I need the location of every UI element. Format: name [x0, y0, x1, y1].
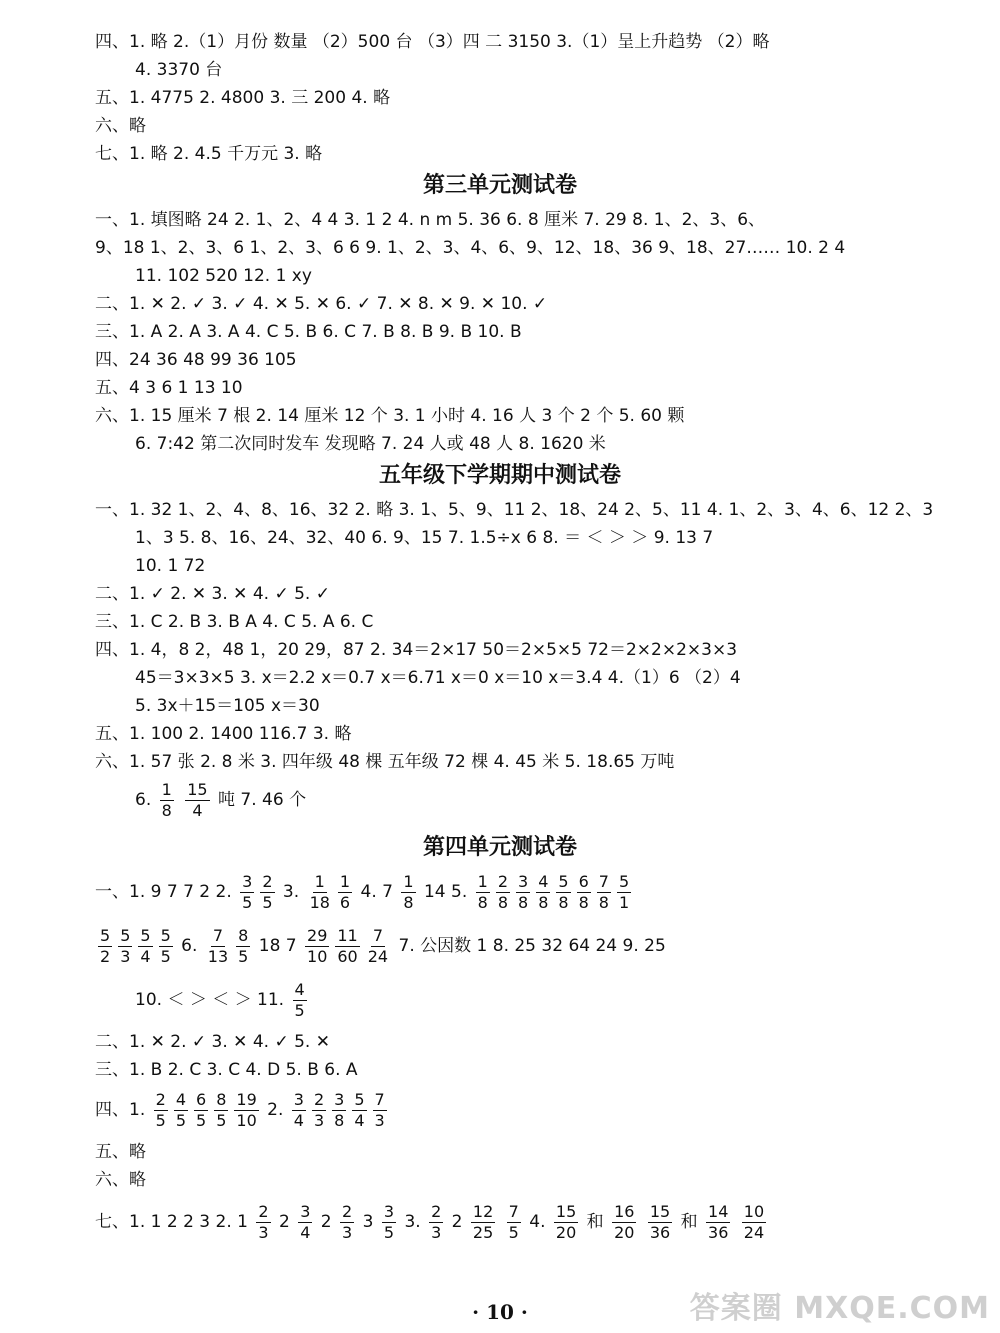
- fraction: $\frac{6}{8}$: [578, 871, 589, 912]
- answer-line: [95, 1198, 975, 1246]
- fraction: $\frac{12}{25}$: [472, 1201, 494, 1242]
- fraction: $\frac{2}{3}$: [342, 1201, 353, 1242]
- fraction: $\frac{2}{3}$: [313, 1089, 325, 1130]
- answer-line: 二、1. ✓ 2. ✕ 3. ✕ 4. ✓ 5. ✓: [95, 584, 330, 604]
- line-text: 2: [278, 1212, 290, 1232]
- fraction: $\frac{3}{5}$: [242, 871, 253, 912]
- fraction-group: [473, 871, 635, 912]
- line-text: 2: [451, 1212, 463, 1232]
- fraction: $\frac{3}{8}$: [518, 871, 529, 912]
- section-title: 五年级下学期期中测试卷: [378, 463, 621, 488]
- fraction-group: [289, 1089, 390, 1130]
- answer-line: 五、1. 100 2. 1400 116.7 3. 略: [95, 724, 352, 744]
- answer-line: 三、1. C 2. B 3. B A 4. C 5. A 6. C: [95, 612, 374, 632]
- fraction: $\frac{1}{8}$: [477, 871, 488, 912]
- fraction: $\frac{4}{8}$: [538, 871, 549, 912]
- fraction-group: [95, 925, 176, 966]
- fraction: $\frac{5}{2}$: [100, 925, 111, 966]
- answer-line: 二、1. ✕ 2. ✓ 3. ✓ 4. ✕ 5. ✕ 6. ✓ 7. ✕ 8. ✕ 9. ✕ 10. ✓: [95, 294, 548, 314]
- fraction: $\frac{8}{5}$: [216, 1089, 227, 1130]
- answer-line: 一、1. 32 1、2、4、8、16、32 2. 略 3. 1、5、9、11 2、18、24 2、5、11 4. 1、2、3、4、6、12 2、3: [95, 500, 934, 520]
- answer-line: 11. 102 520 12. 1 xy: [135, 266, 312, 286]
- answer-line: 五、略: [95, 1142, 146, 1162]
- line-text: 吨 7. 46 个: [218, 790, 307, 810]
- fraction: $\frac{7}{8}$: [598, 871, 609, 912]
- line-text: 4.: [529, 1212, 546, 1232]
- fraction: $\frac{7}{24}$: [367, 925, 389, 966]
- answer-line: 1、3 5. 8、16、24、32、40 6. 9、15 7. 1.5÷x 6 8. ＝ ＜ ＞ ＞ 9. 13 7: [135, 528, 714, 548]
- line-text: 10. ＜ ＞ ＜ ＞ 11.: [135, 990, 285, 1010]
- fraction: $\frac{3}{4}$: [293, 1089, 304, 1130]
- answer-line: 四、24 36 48 99 36 105: [95, 350, 297, 370]
- fraction: $\frac{7}{5}$: [508, 1201, 519, 1242]
- page-number: · 10 ·: [472, 1300, 528, 1324]
- answer-line: [135, 776, 975, 824]
- line-text: 3.: [282, 882, 300, 902]
- fraction: $\frac{5}{3}$: [120, 925, 131, 966]
- fraction-group: [305, 871, 356, 912]
- line-text: 一、1. 9 7 7 2 2.: [95, 882, 232, 902]
- fraction: $\frac{5}{4}$: [354, 1089, 365, 1130]
- line-text: 6.: [135, 790, 152, 810]
- answer-line: 5. 3x＋15＝105 x＝30: [135, 696, 320, 716]
- answer-line: 10. 1 72: [135, 556, 206, 576]
- fraction: $\frac{4}{5}$: [294, 979, 305, 1020]
- answer-line: 四、1. 略 2.（1）月份 数量 （2）500 台 （3）四 二 3150 3.（1）呈上升趋势 （2）略: [95, 32, 770, 52]
- line-text: 7. 公因数 1 8. 25 32 64 24 9. 25: [398, 936, 666, 956]
- line-text: 2.: [267, 1100, 284, 1120]
- answer-line: 五、1. 4775 2. 4800 3. 三 200 4. 略: [95, 88, 391, 108]
- line-text: 3: [362, 1212, 374, 1232]
- line-text: 和: [586, 1212, 604, 1232]
- fraction: $\frac{1}{6}$: [339, 871, 351, 912]
- line-text: 18 7: [258, 936, 297, 956]
- fraction: $\frac{11}{60}$: [337, 925, 358, 966]
- line-text: 4. 7: [360, 882, 393, 902]
- answer-line: 七、1. 略 2. 4.5 千万元 3. 略: [95, 144, 323, 164]
- fraction-group: [151, 1089, 262, 1130]
- answer-line: 六、1. 15 厘米 7 根 2. 14 厘米 12 个 3. 1 小时 4. 16 人 3 个 2 个 5. 60 颗: [95, 406, 685, 426]
- fraction: $\frac{5}{8}$: [558, 871, 569, 912]
- answer-line: 4. 3370 台: [135, 60, 223, 80]
- fraction: $\frac{1}{8}$: [403, 871, 414, 912]
- fraction: $\frac{8}{5}$: [238, 925, 249, 966]
- fraction: $\frac{5}{5}$: [160, 925, 171, 966]
- fraction: $\frac{5}{4}$: [140, 925, 151, 966]
- fraction: $\frac{29}{10}$: [307, 925, 328, 966]
- fraction: $\frac{10}{24}$: [743, 1201, 765, 1242]
- fraction: $\frac{2}{5}$: [155, 1089, 166, 1130]
- fraction: $\frac{15}{20}$: [555, 1201, 577, 1242]
- answer-line: 二、1. ✕ 2. ✓ 3. ✕ 4. ✓ 5. ✕: [95, 1032, 330, 1052]
- fraction: $\frac{7}{3}$: [374, 1089, 385, 1130]
- answer-line: 45＝3×3×5 3. x＝2.2 x＝0.7 x＝6.71 x＝0 x＝10 x＝3.4 4.（1）6 （2）4: [135, 668, 741, 688]
- fraction: $\frac{15}{36}$: [649, 1201, 671, 1242]
- fraction: $\frac{2}{8}$: [497, 871, 509, 912]
- line-text: 七、1. 1 2 2 3 2. 1: [95, 1212, 248, 1232]
- fraction: $\frac{2}{3}$: [258, 1201, 269, 1242]
- fraction: $\frac{3}{8}$: [334, 1089, 345, 1130]
- line-text: 和: [680, 1212, 698, 1232]
- fraction: $\frac{6}{5}$: [196, 1089, 207, 1130]
- fraction: $\frac{5}{1}$: [618, 871, 630, 912]
- fraction: $\frac{16}{20}$: [614, 1201, 635, 1242]
- answer-line: 六、1. 57 张 2. 8 米 3. 四年级 48 棵 五年级 72 棵 4. 45 米 5. 18.65 万吨: [95, 752, 675, 772]
- line-text: 2: [320, 1212, 332, 1232]
- fraction: $\frac{19}{10}$: [236, 1089, 257, 1130]
- answer-line: [135, 976, 975, 1024]
- answer-line: 四、1. 4，8 2，48 1，20 29，87 2. 34＝2×17 50＝2×5×5 72＝2×2×2×3×3: [95, 640, 738, 660]
- fraction-group: [398, 871, 418, 912]
- answer-line: [95, 868, 975, 916]
- answer-line: 五、4 3 6 1 13 10: [95, 378, 243, 398]
- fraction: $\frac{3}{4}$: [300, 1201, 311, 1242]
- fraction-group: [302, 925, 393, 966]
- section-title: 第四单元测试卷: [422, 835, 577, 860]
- answer-line: 9、18 1、2、3、6 1、2、3、6 6 9. 1、2、3、4、6、9、12、18、36 9、18、27…… 10. 2 4: [95, 238, 846, 258]
- line-text: 四、1.: [95, 1100, 146, 1120]
- answer-line: 六、略: [95, 1170, 146, 1190]
- answer-line: 6. 7:42 第二次同时发车 发现略 7. 24 人或 48 人 8. 1620 米: [135, 434, 606, 454]
- answer-line: 三、1. A 2. A 3. A 4. C 5. B 6. C 7. B 8. B 9. B 10. B: [95, 322, 522, 342]
- line-text: 3.: [404, 1212, 421, 1232]
- fraction: $\frac{1}{18}$: [309, 871, 330, 912]
- line-text: 14 5.: [423, 882, 468, 902]
- fraction: $\frac{15}{4}$: [187, 779, 208, 820]
- line-text: 6.: [181, 936, 198, 956]
- fraction: $\frac{1}{8}$: [161, 779, 172, 820]
- fraction: $\frac{4}{5}$: [175, 1089, 187, 1130]
- answer-line: [95, 1086, 975, 1134]
- fraction-group: [203, 925, 254, 966]
- fraction-group: [237, 871, 277, 912]
- fraction: $\frac{7}{13}$: [207, 925, 229, 966]
- answer-line: 三、1. B 2. C 3. C 4. D 5. B 6. A: [95, 1060, 358, 1080]
- fraction: $\frac{2}{3}$: [431, 1201, 442, 1242]
- fraction: $\frac{2}{5}$: [262, 871, 273, 912]
- answer-line: 一、1. 填图略 24 2. 1、2、4 4 3. 1 2 4. n m 5. 36 6. 8 厘米 7. 29 8. 1、2、3、6、: [95, 210, 766, 230]
- answer-line: 六、略: [95, 116, 146, 136]
- answer-line: [95, 922, 975, 970]
- section-title: 第三单元测试卷: [422, 173, 577, 198]
- fraction: $\frac{14}{36}$: [708, 1201, 729, 1242]
- fraction: $\frac{3}{5}$: [383, 1201, 395, 1242]
- watermark-logo: 答案圈 MXQE.COM: [689, 1291, 990, 1326]
